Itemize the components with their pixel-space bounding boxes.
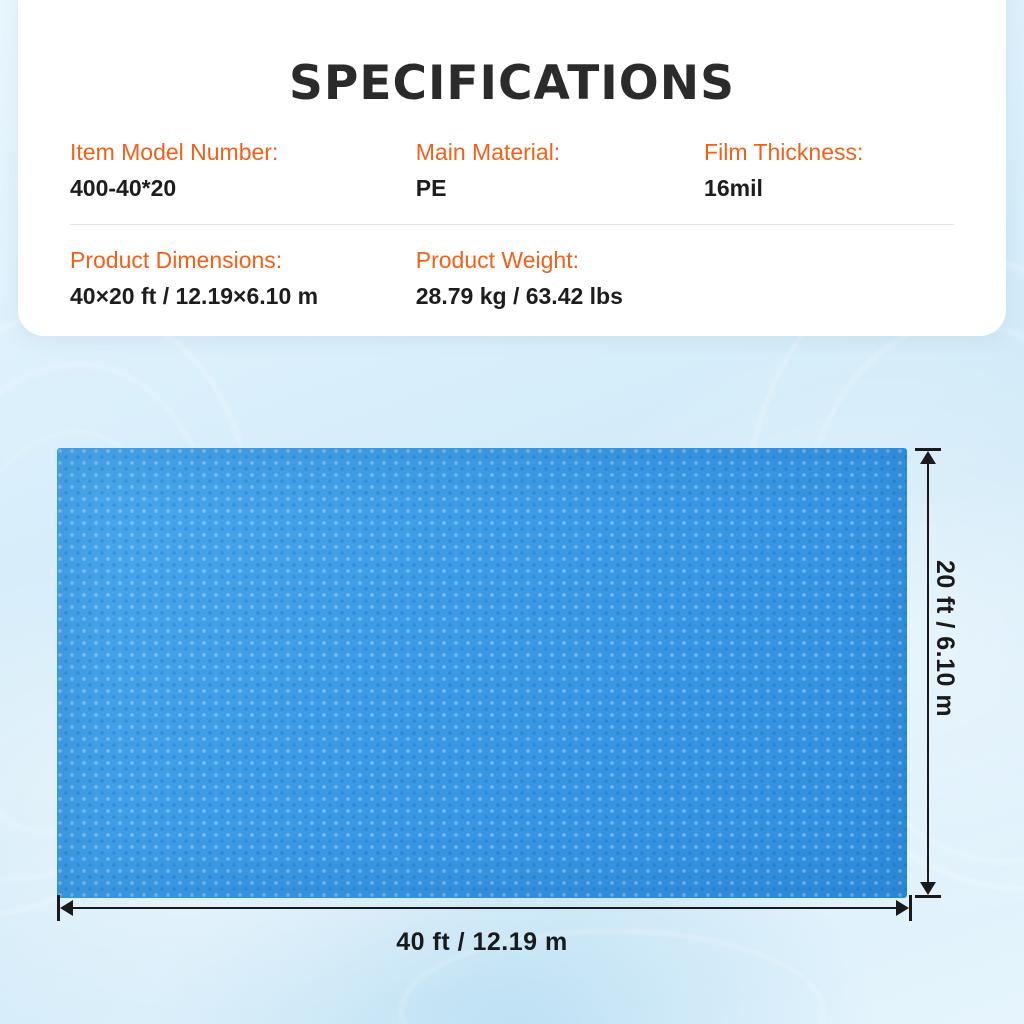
spec-item-product-dimensions — [70, 247, 416, 310]
spec-value: PE — [415, 175, 447, 201]
arrow-right-icon — [896, 900, 909, 916]
page-title: SPECIFICATIONS — [289, 56, 735, 111]
spec-label: Product Weight: — [415, 247, 579, 273]
spec-item-main-material — [416, 139, 704, 202]
spec-table — [18, 139, 1006, 310]
spec-label: Item Model Number: — [70, 139, 279, 165]
width-dimension-label: 40 ft / 12.19 m — [396, 928, 568, 956]
spec-cell-empty — [704, 247, 954, 310]
spec-row — [70, 225, 954, 310]
horizontal-dimension-arrow — [57, 895, 912, 921]
spec-item-model-number — [70, 139, 416, 202]
arrow-left-icon — [60, 900, 73, 916]
arrow-up-icon — [920, 451, 936, 464]
dimension-line — [63, 907, 906, 909]
spec-item-product-weight — [416, 247, 704, 310]
spec-value: 28.79 kg / 63.42 lbs — [415, 283, 623, 309]
dimension-cap-bottom — [915, 895, 941, 898]
dimension-line — [927, 454, 929, 892]
spec-label: Product Dimensions: — [70, 247, 283, 273]
specifications-card — [18, 0, 1006, 336]
arrow-down-icon — [920, 882, 936, 895]
spec-value: 40×20 ft / 12.19×6.10 m — [70, 283, 319, 309]
spec-label: Main Material: — [415, 139, 561, 165]
spec-label: Film Thickness: — [704, 139, 864, 165]
solar-pool-cover-image — [57, 448, 907, 898]
spec-row — [70, 139, 954, 225]
spec-value: 400-40*20 — [70, 175, 177, 201]
product-dimension-diagram — [0, 400, 1024, 1020]
spec-item-film-thickness — [704, 139, 954, 202]
dimension-cap-right — [909, 895, 912, 921]
spec-value: 16mil — [704, 175, 763, 201]
height-dimension-label: 20 ft / 6.10 m — [931, 560, 959, 718]
